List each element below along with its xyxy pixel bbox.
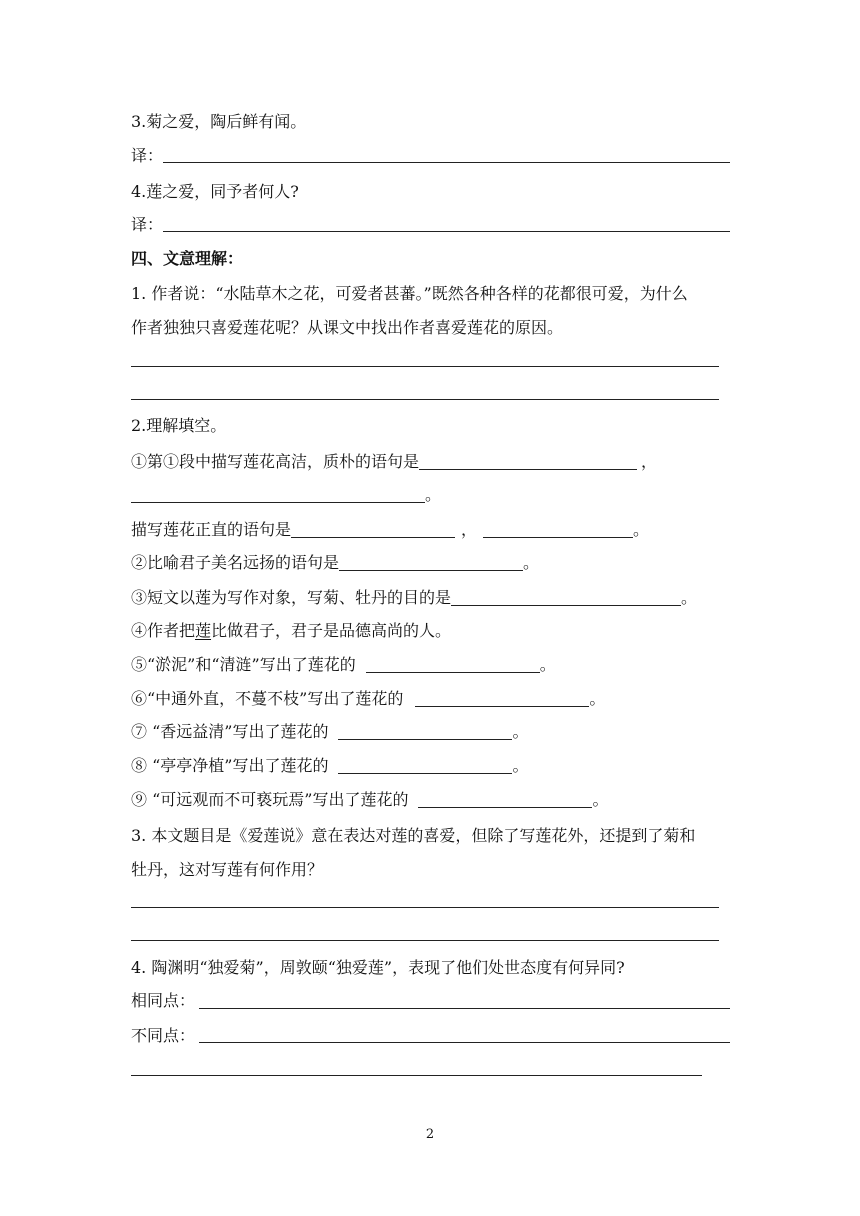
item-4-pre: ④作者把 (131, 621, 196, 640)
item-1b-blank-a[interactable] (291, 521, 455, 538)
item-9-end: 。 (592, 790, 609, 809)
item-2-text: ②比喻君子美名远扬的语句是 (131, 553, 340, 572)
question-2-item-2 (131, 553, 539, 573)
q3-sentence: 3.菊之爱，陶后鲜有闻。 (131, 112, 307, 131)
item-4-underlined-word: 莲 (195, 621, 212, 640)
item-1b-text: 描写莲花正直的语句是 (131, 520, 292, 539)
question-2-title: 2.理解填空。 (131, 416, 227, 435)
item-1-comma: ， (641, 452, 658, 471)
question-2-item-1 (131, 452, 657, 472)
question-1-line2: 作者独独只喜爱莲花呢？从课文中找出作者喜爱莲花的原因。 (131, 318, 564, 337)
item-3-blank[interactable] (451, 589, 681, 606)
question-4-same-answer-line[interactable] (199, 1008, 730, 1009)
item-2-end: 。 (523, 553, 540, 572)
item-1b-comma: ， (461, 520, 478, 539)
item-6-text: ⑥“中通外直，不蔓不枝”写出了莲花的 (131, 689, 404, 708)
question-1-line1: 1. 作者说：“水陆草木之花，可爱者甚蕃。”既然各种各样的花都很可爱，为什么 (131, 284, 688, 303)
item-1-end: 。 (425, 485, 442, 504)
question-4-line1: 4. 陶渊明“独爱菊”，周敦颐“独爱莲”，表现了他们处世态度有何异同? (131, 958, 625, 977)
question-3-line2: 牡丹，这对写莲有何作用？ (131, 860, 324, 879)
item-6-end: 。 (589, 689, 606, 708)
question-4-same-label: 相同点： (131, 991, 196, 1010)
item-2-blank[interactable] (339, 554, 523, 571)
q4-sentence: 4.莲之爱，同予者何人? (131, 182, 299, 201)
q3-answer-line[interactable] (163, 162, 730, 163)
item-1b-blank-b[interactable] (483, 521, 633, 538)
question-3-answer-line-1[interactable] (131, 907, 719, 908)
item-7-blank[interactable] (338, 723, 512, 740)
question-2-item-5 (131, 655, 556, 675)
item-7-text: ⑦ “香远益清”写出了莲花的 (131, 722, 329, 741)
question-2-item-4 (131, 621, 451, 641)
item-4-post: 比做君子，君子是品德高尚的人。 (211, 621, 452, 640)
item-3-end: 。 (681, 588, 698, 607)
question-4-diff-label: 不同点： (131, 1026, 196, 1045)
question-2-item-8 (131, 756, 528, 776)
question-4-extra-answer-line[interactable] (131, 1075, 702, 1076)
item-8-end: 。 (512, 756, 529, 775)
question-3-line1: 3. 本文题目是《爱莲说》意在表达对莲的喜爱，但除了写莲花外，还提到了菊和 (131, 826, 696, 845)
question-2-item-7 (131, 722, 528, 742)
section-heading: 四、文意理解： (131, 249, 244, 268)
question-2-item-3 (131, 588, 697, 608)
question-2-item-1b (131, 520, 649, 540)
item-5-blank[interactable] (366, 656, 540, 673)
item-8-blank[interactable] (338, 757, 512, 774)
item-1-blank-b[interactable] (131, 486, 425, 503)
item-1-text: ①第①段中描写莲花高洁，质朴的语句是 (131, 452, 420, 471)
q4-answer-line[interactable] (163, 231, 730, 232)
item-3-text: ③短文以莲为写作对象，写菊、牡丹的目的是 (131, 588, 452, 607)
q3-translate-label: 译： (131, 146, 164, 165)
question-1-answer-line-1[interactable] (131, 366, 719, 367)
page-number: 2 (425, 1127, 435, 1142)
item-9-text: ⑨ “可远观而不可亵玩焉”写出了莲花的 (131, 790, 409, 809)
question-2-item-1-cont (131, 485, 441, 505)
item-1b-end: 。 (633, 520, 650, 539)
item-5-end: 。 (539, 655, 556, 674)
item-6-blank[interactable] (415, 690, 589, 707)
item-8-text: ⑧ “亭亭净植”写出了莲花的 (131, 756, 329, 775)
item-1-blank-a[interactable] (419, 453, 637, 470)
question-4-diff-answer-line[interactable] (199, 1042, 730, 1043)
item-7-end: 。 (512, 722, 529, 741)
q4-translate-label: 译： (131, 215, 164, 234)
question-1-answer-line-2[interactable] (131, 399, 719, 400)
item-9-blank[interactable] (418, 791, 592, 808)
question-2-item-9 (131, 790, 608, 810)
item-5-text: ⑤“淤泥”和“清涟”写出了莲花的 (131, 655, 356, 674)
question-2-item-6 (131, 689, 605, 709)
question-3-answer-line-2[interactable] (131, 940, 719, 941)
